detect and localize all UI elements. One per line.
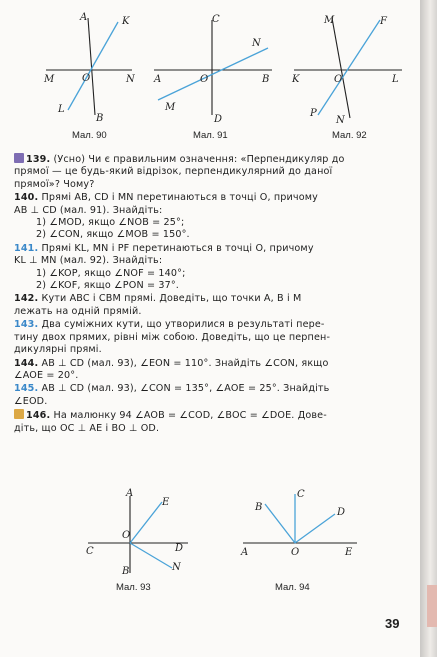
figure-92 <box>290 10 410 125</box>
svg-text:O: O <box>82 73 91 84</box>
svg-text:D: D <box>337 507 346 518</box>
svg-text:N: N <box>172 562 181 573</box>
problem-144: 144. AB ⊥ CD (мал. 93), ∠EON = 110°. Знайдіть ∠CON, якщо ∠AOE = 20°. <box>14 357 329 381</box>
svg-text:D: D <box>214 114 223 125</box>
svg-text:L: L <box>392 74 399 85</box>
svg-text:K: K <box>292 74 300 85</box>
svg-text:K: K <box>122 16 130 27</box>
svg-text:O: O <box>200 74 209 85</box>
svg-text:A: A <box>241 547 249 558</box>
svg-text:P: P <box>310 108 317 119</box>
svg-text:N: N <box>252 38 261 49</box>
svg-text:A: A <box>126 488 134 499</box>
problem-142: 142. Кути ABC і CBM прямі. Доведіть, що точки A, B і M лежать на одній прямій. <box>14 293 302 317</box>
svg-text:B: B <box>96 113 104 124</box>
svg-text:E: E <box>162 497 170 508</box>
figure-93-caption: Мал. 93 <box>116 582 151 593</box>
svg-text:A: A <box>80 12 88 23</box>
page-edge <box>420 0 437 657</box>
svg-text:A: A <box>154 74 162 85</box>
figure-91-caption: Мал. 91 <box>193 130 228 141</box>
svg-text:O: O <box>122 530 131 541</box>
svg-text:D: D <box>175 543 184 554</box>
svg-text:B: B <box>122 566 130 577</box>
page-number: 39 <box>385 616 400 631</box>
problem-145: 145. AB ⊥ CD (мал. 93), ∠CON = 135°, ∠AOE = 25°. Знайдіть ∠EOD. <box>14 383 330 407</box>
svg-text:E: E <box>345 547 353 558</box>
svg-text:O: O <box>334 74 343 85</box>
svg-text:B: B <box>262 74 270 85</box>
svg-text:N: N <box>336 115 345 126</box>
figure-94-caption: Мал. 94 <box>275 582 310 593</box>
problem-139: 139. (Усно) Чи є правильним означення: «Перпендикуляр до прямої — це будь-який відрізок, перпендикулярний до даної прямої»? Чому? <box>14 154 345 190</box>
oral-task-icon <box>14 153 24 163</box>
figure-94 <box>235 488 365 583</box>
figure-90-caption: Мал. 90 <box>72 130 107 141</box>
svg-text:M: M <box>44 74 55 85</box>
svg-text:O: O <box>291 547 300 558</box>
problems-block <box>14 153 414 435</box>
page-edge-tab <box>427 585 437 627</box>
figure-91 <box>150 10 275 125</box>
svg-text:C: C <box>212 14 220 25</box>
svg-text:B: B <box>255 502 263 513</box>
svg-text:M: M <box>324 15 335 26</box>
challenge-task-icon <box>14 409 24 419</box>
svg-text:N: N <box>126 74 135 85</box>
figure-92-caption: Мал. 92 <box>332 130 367 141</box>
problem-141: 141. Прямі KL, MN і PF перетинаються в точці O, причому KL ⊥ MN (мал. 92). Знайдіть: 1) ∠KOP, якщо ∠NOF = 140°; 2) ∠KOF, якщо ∠PON = 37°. <box>14 242 314 292</box>
figure-93 <box>80 488 195 583</box>
svg-text:M: M <box>165 102 176 113</box>
svg-text:C: C <box>297 489 305 500</box>
problem-140: 140. Прямі AB, CD і MN перетинаються в точці O, причому AB ⊥ CD (мал. 91). Знайдіть: 1) ∠MOD, якщо ∠NOB = 25°; 2) ∠CON, якщо ∠MOB = 150°. <box>14 192 318 241</box>
svg-text:C: C <box>86 546 94 557</box>
svg-text:F: F <box>380 16 387 27</box>
problem-143: 143. Два суміжних кути, що утворилися в результаті пере- тину двох прямих, рівні між собою. Доведіть, що це перпен- дикулярні прямі. <box>14 319 331 356</box>
figure-90 <box>40 10 140 125</box>
problem-146: 146. На малюнку 94 ∠AOB = ∠COD, ∠BOC = ∠DOE. Дове- діть, що OC ⊥ AE і BO ⊥ OD. <box>14 410 327 434</box>
svg-text:L: L <box>58 104 65 115</box>
